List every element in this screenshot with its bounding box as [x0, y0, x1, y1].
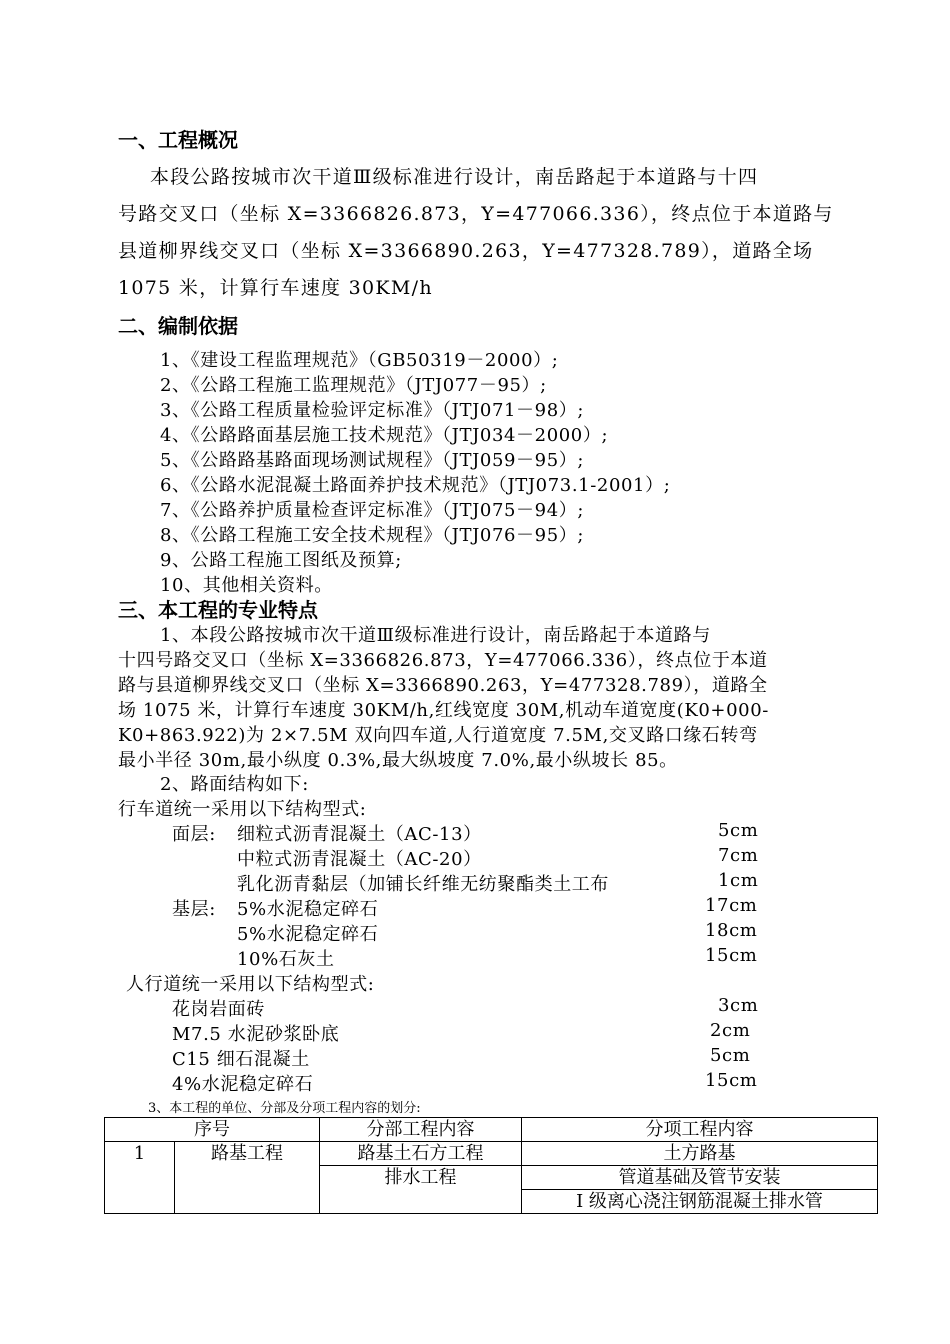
roadway-layer-name: 10%石灰土 — [237, 949, 335, 970]
basis-item-3: 3、《公路工程质量检验评定标准》（JTJ071－98）; — [160, 400, 585, 421]
division-table — [104, 1117, 878, 1214]
overview-line-1: 本段公路按城市次干道Ⅲ级标准进行设计，南岳路起于本道路与十四 — [150, 166, 759, 188]
header-number: 序号 — [105, 1118, 320, 1142]
section-heading-overview: 一、工程概况 — [118, 128, 238, 152]
features-line-3: 路与县道柳界线交叉口（坐标 X=3366890.263，Y=477328.789），道路全 — [118, 675, 768, 696]
table-row — [105, 1142, 878, 1166]
roadway-layer-thickness: 18cm — [705, 920, 758, 941]
overview-line-4: 1075 米，计算行车速度 30KM/h — [118, 277, 433, 299]
roadway-structure-title: 行车道统一采用以下结构型式: — [118, 799, 367, 820]
basis-item-7: 7、《公路养护质量检查评定标准》（JTJ075－94）; — [160, 500, 585, 521]
sidewalk-layer-thickness: 3cm — [718, 995, 759, 1016]
roadway-layer-thickness: 5cm — [718, 820, 759, 841]
basis-item-9: 9、公路工程施工图纸及预算; — [160, 550, 402, 571]
roadway-layer-thickness: 1cm — [718, 870, 759, 891]
basis-item-1: 1、《建设工程监理规范》（GB50319－2000）; — [160, 350, 559, 371]
cell-unit: 路基工程 — [175, 1142, 320, 1214]
header-item: 分项工程内容 — [522, 1118, 878, 1142]
cell-item: Ⅰ 级离心浇注钢筋混凝土排水管 — [522, 1190, 878, 1214]
roadway-group-surface: 面层: — [172, 824, 216, 845]
features-line-6: 最小半径 30m,最小纵度 0.3%,最大纵坡度 7.0%,最小纵坡长 85。 — [118, 750, 678, 771]
sidewalk-layer-name: M7.5 水泥砂浆卧底 — [172, 1024, 340, 1045]
roadway-layer-name: 5%水泥稳定碎石 — [237, 924, 379, 945]
basis-item-2: 2、《公路工程施工监理规范》（JTJ077－95）; — [160, 375, 547, 396]
cell-item: 管道基础及管节安装 — [522, 1166, 878, 1190]
table-header-row — [105, 1118, 878, 1142]
roadway-layer-thickness: 17cm — [705, 895, 758, 916]
roadway-layer-name: 乳化沥青黏层（加铺长纤维无纺聚酯类土工布 — [237, 874, 609, 895]
basis-item-6: 6、《公路水泥混凝土路面养护技术规范》（JTJ073.1-2001）; — [160, 475, 671, 496]
basis-item-8: 8、《公路工程施工安全技术规程》（JTJ076－95）; — [160, 525, 585, 546]
pavement-structure-title: 2、路面结构如下: — [160, 774, 309, 795]
roadway-group-base: 基层: — [172, 899, 216, 920]
roadway-layer-thickness: 15cm — [705, 945, 758, 966]
roadway-layer-name: 细粒式沥青混凝土（AC-13） — [237, 824, 482, 845]
roadway-layer-name: 中粒式沥青混凝土（AC-20） — [237, 849, 482, 870]
sidewalk-layer-thickness: 15cm — [705, 1070, 758, 1091]
cell-division: 路基土石方工程 — [320, 1142, 522, 1166]
sidewalk-layer-name: C15 细石混凝土 — [172, 1049, 310, 1070]
header-division: 分部工程内容 — [320, 1118, 522, 1142]
overview-line-3: 县道柳界线交叉口（坐标 X=3366890.263，Y=477328.789），道路全场 — [118, 240, 814, 262]
features-line-1: 1、本段公路按城市次干道Ⅲ级标准进行设计，南岳路起于本道路与 — [160, 625, 711, 646]
sidewalk-layer-name: 4%水泥稳定碎石 — [172, 1074, 314, 1095]
basis-item-10: 10、其他相关资料。 — [160, 575, 333, 596]
division-caption: 3、本工程的单位、分部及分项工程内容的划分: — [148, 1101, 421, 1116]
overview-line-2: 号路交叉口（坐标 X=3366826.873，Y=477066.336），终点位于本道路与 — [118, 203, 834, 225]
basis-item-4: 4、《公路路面基层施工技术规范》（JTJ034－2000）; — [160, 425, 609, 446]
section-heading-basis: 二、编制依据 — [118, 314, 238, 338]
cell-item: 土方路基 — [522, 1142, 878, 1166]
roadway-layer-thickness: 7cm — [718, 845, 759, 866]
section-heading-features: 三、本工程的专业特点 — [118, 598, 318, 622]
basis-item-5: 5、《公路路基路面现场测试规程》（JTJ059－95）; — [160, 450, 585, 471]
features-line-2: 十四号路交叉口（坐标 X=3366826.873，Y=477066.336），终点位于本道 — [118, 650, 768, 671]
sidewalk-layer-thickness: 5cm — [710, 1045, 751, 1066]
sidewalk-layer-thickness: 2cm — [710, 1020, 751, 1041]
cell-number: 1 — [105, 1142, 175, 1214]
roadway-layer-name: 5%水泥稳定碎石 — [237, 899, 379, 920]
features-line-5: K0+863.922)为 2×7.5M 双向四车道,人行道宽度 7.5M,交叉路口缘石转弯 — [118, 725, 758, 746]
cell-division: 排水工程 — [320, 1166, 522, 1214]
features-line-4: 场 1075 米，计算行车速度 30KM/h,红线宽度 30M,机动车道宽度(K0+000- — [118, 700, 769, 721]
sidewalk-layer-name: 花岗岩面砖 — [172, 999, 265, 1020]
sidewalk-structure-title: 人行道统一采用以下结构型式: — [126, 974, 375, 995]
